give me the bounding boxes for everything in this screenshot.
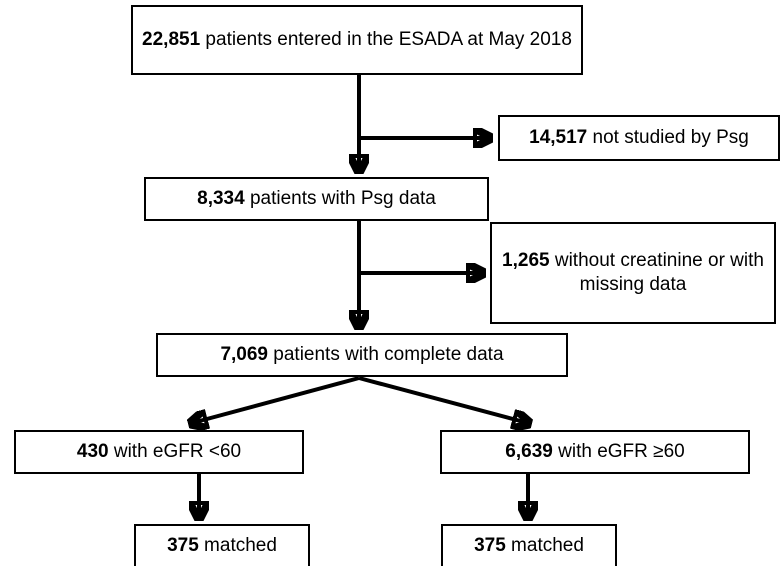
node-egfr-60-or-above <box>440 430 750 474</box>
node-without-creatinine-number: 1,265 <box>502 249 550 271</box>
connector-complete-to-egfr-low <box>192 378 359 423</box>
node-not-studied-by-psg-text: not studied by Psg <box>587 126 749 148</box>
node-total-cohort-text: patients entered in the ESADA at May 2018 <box>200 28 572 50</box>
node-patients-with-complete-data <box>156 333 568 377</box>
node-patients-with-psg-data <box>144 177 489 221</box>
node-patients-with-psg-data-text: patients with Psg data <box>244 187 436 209</box>
node-egfr-below-60-number: 430 <box>76 440 109 462</box>
node-matched-high-number: 375 <box>474 534 506 556</box>
node-egfr-below-60 <box>14 430 304 474</box>
node-without-creatinine-text: without creatinine or with missing data <box>549 249 764 295</box>
node-patients-with-complete-data-text: patients with complete data <box>268 343 504 365</box>
node-not-studied-by-psg <box>498 115 780 161</box>
node-patients-with-psg-data-number: 8,334 <box>197 187 245 209</box>
node-without-creatinine-or-missing-data <box>490 222 776 324</box>
node-total-cohort <box>131 5 583 75</box>
node-not-studied-by-psg-number: 14,517 <box>529 126 588 148</box>
node-total-cohort-number: 22,851 <box>142 28 201 50</box>
node-patients-with-complete-data-number: 7,069 <box>220 343 268 365</box>
node-egfr-60-or-above-text: with eGFR ≥60 <box>552 440 685 462</box>
node-matched-low <box>134 524 310 566</box>
node-matched-high-text: matched <box>505 534 584 556</box>
node-egfr-below-60-text: with eGFR <60 <box>108 440 242 462</box>
node-egfr-60-or-above-number: 6,639 <box>505 440 553 462</box>
node-matched-low-text: matched <box>198 534 277 556</box>
node-matched-high <box>441 524 617 566</box>
node-matched-low-number: 375 <box>167 534 199 556</box>
connector-complete-to-egfr-high <box>359 378 528 423</box>
